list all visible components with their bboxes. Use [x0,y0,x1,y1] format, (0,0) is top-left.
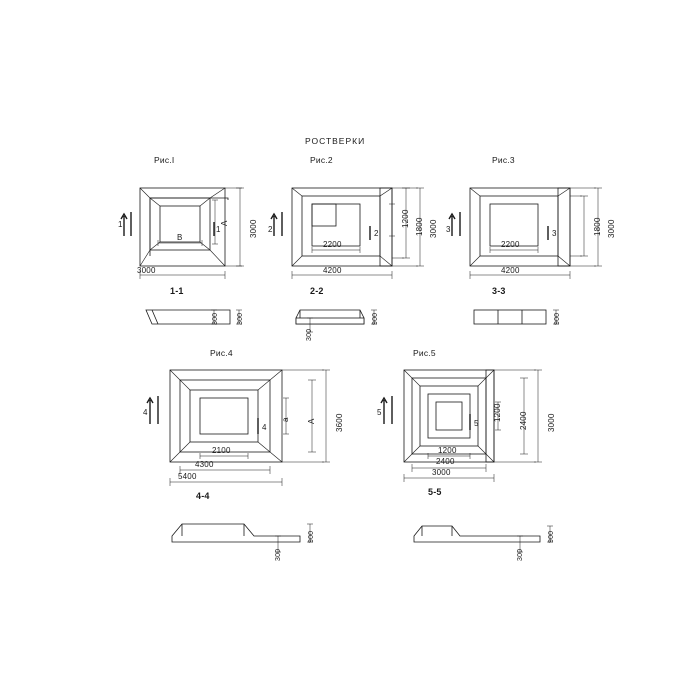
fig2-dim-width-outer: 4200 [323,266,342,275]
fig5-dim-width-inner: 1200 [438,446,457,455]
fig5-section-mark-left: 5 [377,408,382,417]
fig1-section-mark-right: 1 [216,225,221,234]
fig2-dim-height-outer: 3000 [429,219,438,238]
fig2-section-mark-left: 2 [268,225,273,234]
figure-caption-2: Рис.2 [310,155,333,165]
fig1-dim-inner-height: A [220,220,229,226]
fig4-dim-height-outer: 3600 [335,413,344,432]
fig3-section-dim-right: 900 [554,312,561,325]
fig2-dim-height-inner: 1200 [401,209,410,228]
figure-caption-1: Рис.I [154,155,175,165]
fig1-section-dim-right: 300 [212,312,219,325]
fig4-dim-width-inner: 2100 [212,446,231,455]
fig4-dim-height-core: a [281,417,290,422]
fig5-dim-height-outer: 3000 [547,413,556,432]
fig4-dim-width-outer: 5400 [178,472,197,481]
fig1-section-label: 1-1 [170,286,184,296]
figure-caption-3: Рис.3 [492,155,515,165]
fig4-dim-height-inner: A [307,418,316,424]
fig2-section-label: 2-2 [310,286,324,296]
fig3-section-mark-right: 3 [552,229,557,238]
fig3-dim-height-outer: 3000 [607,219,616,238]
fig1-section-mark-left: 1 [118,220,123,229]
fig3-dim-width-inner: 2200 [501,240,520,249]
fig2-dim-height-mid: 1800 [415,217,424,236]
fig2-section-dim-left: 300 [306,328,313,341]
sheet-title: РОСТВЕРКИ [305,136,366,146]
fig2-plan [271,188,424,279]
fig3-dim-height-inner: 1800 [593,217,602,236]
fig5-dim-width-outer: 3000 [432,468,451,477]
fig4-section-mark-left: 4 [143,408,148,417]
fig1-section [146,310,242,324]
fig4-section-dim-left: 300 [275,548,282,561]
fig5-section [414,526,553,552]
fig1-dim-width: 3000 [137,266,156,275]
fig1-section-dim-left: 300 [237,312,244,325]
fig5-dim-height-inner: 1200 [493,403,502,422]
fig3-section [474,310,559,324]
fig5-plan [381,370,542,482]
fig4-section [172,524,313,552]
fig3-section-label: 3-3 [492,286,506,296]
fig1-dim-inner-width: B [177,233,183,242]
fig5-dim-height-mid: 2400 [519,411,528,430]
figure-caption-4: Рис.4 [210,348,233,358]
fig4-section-label: 4-4 [196,491,210,501]
fig5-section-label: 5-5 [428,487,442,497]
fig4-section-dim-right: 900 [308,530,315,543]
fig3-plan [449,188,602,279]
fig3-dim-width-outer: 4200 [501,266,520,275]
fig2-dim-width-inner: 2200 [323,240,342,249]
fig2-section-dim-right: 900 [372,312,379,325]
fig5-section-dim-right: 900 [548,530,555,543]
fig4-dim-width-mid: 4300 [195,460,214,469]
fig5-dim-width-mid: 2400 [436,457,455,466]
figure-caption-5: Рис.5 [413,348,436,358]
fig3-section-mark-left: 3 [446,225,451,234]
fig1-dim-height: 3000 [249,219,258,238]
fig5-section-dim-left: 300 [517,548,524,561]
fig2-section-mark-right: 2 [374,229,379,238]
fig4-plan [147,370,330,486]
fig5-section-mark-right: 5 [474,419,479,428]
fig4-section-mark-right: 4 [262,423,267,432]
